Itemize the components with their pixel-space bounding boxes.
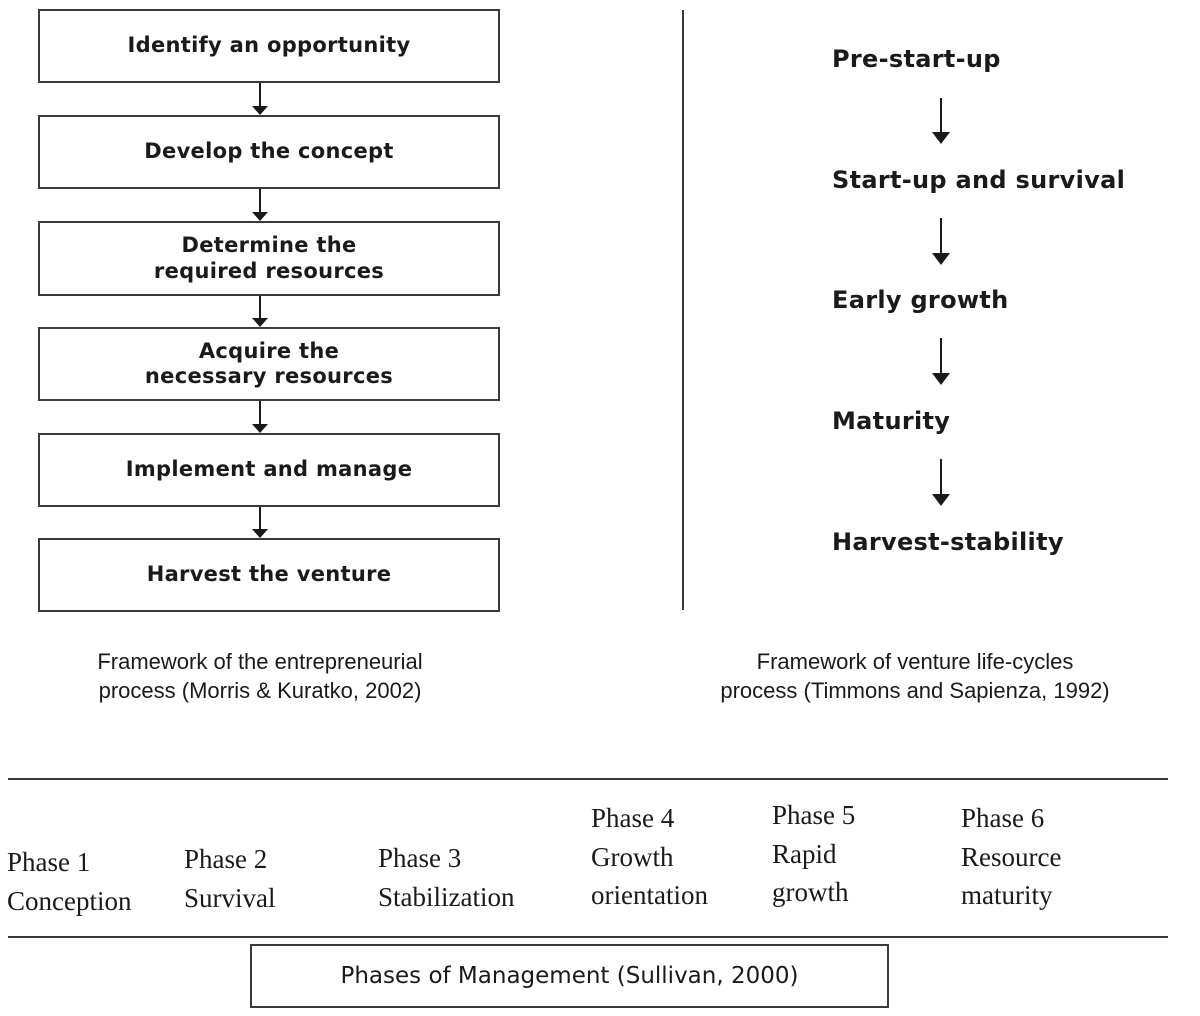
left-caption bbox=[40, 648, 480, 705]
phase-label: Growth bbox=[591, 841, 674, 872]
phase-number: Phase 2 bbox=[184, 844, 268, 874]
phase-label-cont: growth bbox=[772, 877, 849, 908]
phase-6 bbox=[961, 799, 1061, 915]
phase-label-cont: maturity bbox=[961, 880, 1053, 911]
stage-arrow-2 bbox=[930, 218, 952, 265]
flow-step-develop-concept bbox=[38, 115, 500, 189]
phase-number: Phase 1 bbox=[7, 847, 91, 877]
stage-harvest-stability: Harvest-stability bbox=[832, 528, 1064, 556]
phases-bottom-rule bbox=[8, 936, 1168, 938]
phase-5 bbox=[772, 796, 855, 912]
flow-step-label: Identify an opportunity bbox=[127, 33, 411, 58]
phase-label: Conception bbox=[7, 885, 132, 916]
vertical-divider bbox=[682, 10, 684, 610]
stage-early-growth: Early growth bbox=[832, 286, 1009, 314]
flow-step-acquire-resources bbox=[38, 327, 500, 401]
flow-arrow-5 bbox=[250, 507, 270, 538]
phase-1 bbox=[7, 843, 131, 920]
phase-label: Survival bbox=[184, 882, 276, 913]
stage-maturity: Maturity bbox=[832, 407, 951, 435]
phases-of-management-label: Phases of Management (Sullivan, 2000) bbox=[340, 963, 799, 989]
left-caption-line2: process (Morris & Kuratko, 2002) bbox=[98, 677, 422, 703]
flow-step-identify-opportunity bbox=[38, 9, 500, 83]
phase-number: Phase 3 bbox=[378, 843, 462, 873]
flow-arrow-3 bbox=[250, 296, 270, 327]
flow-arrow-2 bbox=[250, 189, 270, 221]
phases-top-rule bbox=[8, 778, 1168, 780]
phases-of-management-box bbox=[250, 944, 889, 1008]
flow-step-determine-resources bbox=[38, 221, 500, 296]
phase-label: Resource bbox=[961, 841, 1062, 872]
phase-2 bbox=[184, 840, 276, 917]
phase-label: Stabilization bbox=[378, 881, 515, 912]
phase-number: Phase 5 bbox=[772, 800, 856, 830]
flow-step-label: Develop the concept bbox=[144, 139, 394, 164]
flow-step-label: Acquire the necessary resources bbox=[144, 338, 394, 388]
phase-number: Phase 4 bbox=[591, 803, 675, 833]
flow-arrow-4 bbox=[250, 401, 270, 433]
stage-arrow-3 bbox=[930, 338, 952, 385]
phase-label-cont: orientation bbox=[591, 880, 708, 911]
flow-arrow-1 bbox=[250, 83, 270, 115]
phase-3 bbox=[378, 839, 514, 916]
stage-pre-start-up: Pre-start-up bbox=[832, 45, 1001, 73]
flow-step-label: Determine the required resources bbox=[153, 233, 385, 283]
right-caption bbox=[640, 648, 1190, 705]
flow-step-label: Harvest the venture bbox=[146, 562, 392, 587]
phase-4 bbox=[591, 799, 708, 915]
stage-arrow-4 bbox=[930, 459, 952, 506]
flow-step-implement-manage bbox=[38, 433, 500, 507]
stage-start-up-survival: Start-up and survival bbox=[832, 166, 1126, 194]
flow-step-label: Implement and manage bbox=[125, 457, 413, 482]
stage-arrow-1 bbox=[930, 98, 952, 144]
right-caption-line1: Framework of venture life-cycles bbox=[756, 649, 1074, 674]
flow-step-harvest-venture bbox=[38, 538, 500, 612]
left-caption-line1: Framework of the entrepreneurial bbox=[97, 649, 423, 674]
right-caption-line2: process (Timmons and Sapienza, 1992) bbox=[720, 677, 1110, 703]
phase-number: Phase 6 bbox=[961, 803, 1045, 833]
phase-label: Rapid bbox=[772, 838, 837, 869]
